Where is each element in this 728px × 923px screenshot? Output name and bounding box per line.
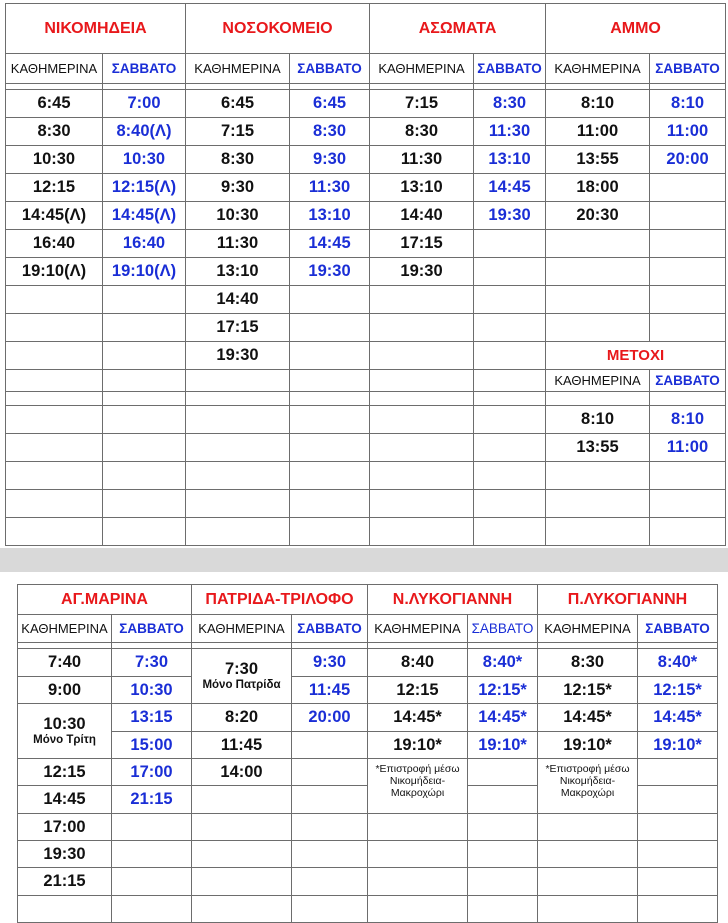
time-cell: 11:45 (192, 732, 292, 759)
time-cell: 9:30 (290, 146, 370, 174)
time-cell: 19:10(Λ) (6, 258, 103, 286)
time-cell: 14:45(Λ) (6, 202, 103, 230)
stop-title-n-lykogianni: Ν.ΛΥΚΟΓΙΑΝΝΗ (368, 585, 538, 615)
table-row (18, 868, 718, 896)
table-row (18, 759, 718, 786)
table-row (6, 434, 726, 462)
table-row (6, 118, 726, 146)
stop-title-metochi: ΜΕΤΟΧΙ (546, 342, 726, 370)
time-cell: 13:10 (290, 202, 370, 230)
time-cell: 13:55 (546, 146, 650, 174)
time-cell: 7:15 (370, 90, 474, 118)
time-cell: 11:00 (650, 434, 726, 462)
time-cell: 14:45* (538, 704, 638, 732)
time-cell: 20:30 (546, 202, 650, 230)
time-cell: 10:30 (186, 202, 290, 230)
bottom-timetable (17, 584, 718, 923)
time-cell: 13:15 (112, 704, 192, 732)
time-cell: 10:30 (6, 146, 103, 174)
return-route-note: *Επιστροφή μέσω Νικομήδεια-Μακροχώρι (368, 759, 468, 814)
time-cell: 12:15* (638, 677, 718, 704)
time-cell: 8:10 (546, 90, 650, 118)
time-cell: 9:30 (186, 174, 290, 202)
table-row (18, 649, 718, 677)
saturday-header: ΣΑΒΒΑΤΟ (650, 54, 726, 84)
time-cell: 14:40 (186, 286, 290, 314)
time-cell: 11:30 (186, 230, 290, 258)
time-cell: 14:40 (370, 202, 474, 230)
time-cell: 19:10(Λ) (103, 258, 186, 286)
table-row (18, 841, 718, 868)
time-cell: 19:10* (468, 732, 538, 759)
table-row (6, 146, 726, 174)
table-row (6, 202, 726, 230)
time-cell: 20:00 (650, 146, 726, 174)
table-row (6, 90, 726, 118)
time-cell: 17:15 (370, 230, 474, 258)
time-cell: 8:40 (368, 649, 468, 677)
top-timetable (5, 3, 726, 546)
time-cell: 7:00 (103, 90, 186, 118)
time-cell: 7:30 (112, 649, 192, 677)
stop-title-patrida-trilofo: ΠΑΤΡΙΔΑ-ΤΡΙΛΟΦΟ (192, 585, 368, 615)
table-row (6, 258, 726, 286)
time-cell: 19:30 (474, 202, 546, 230)
saturday-header: ΣΑΒΒΑΤΟ (650, 370, 726, 392)
time-cell: 15:00 (112, 732, 192, 759)
time-cell: 17:00 (112, 759, 192, 786)
stop-title-ammo: ΑΜΜΟ (546, 4, 726, 54)
table-row (18, 814, 718, 841)
time-cell: 8:30 (538, 649, 638, 677)
time-cell: 11:30 (370, 146, 474, 174)
weekday-header: ΚΑΘΗΜΕΡΙΝΑ (18, 615, 112, 643)
table-row (6, 174, 726, 202)
time-cell: 8:10 (650, 90, 726, 118)
time-value: 10:30 (43, 715, 86, 733)
time-cell: 11:30 (474, 118, 546, 146)
time-cell-with-note (18, 704, 112, 759)
stop-title-ag-marina: ΑΓ.ΜΑΡΙΝΑ (18, 585, 192, 615)
bottom-schedule (17, 584, 718, 923)
time-cell: 11:00 (546, 118, 650, 146)
weekday-header: ΚΑΘΗΜΕΡΙΝΑ (370, 54, 474, 84)
time-cell: 8:40(Λ) (103, 118, 186, 146)
stop-title-nikomideia: ΝΙΚΟΜΗΔΕΙΑ (6, 4, 186, 54)
weekday-header: ΚΑΘΗΜΕΡΙΝΑ (368, 615, 468, 643)
time-cell: 11:45 (292, 677, 368, 704)
time-cell: 8:30 (186, 146, 290, 174)
time-cell: 14:45 (474, 174, 546, 202)
time-cell: 17:00 (18, 814, 112, 841)
time-cell: 19:30 (370, 258, 474, 286)
time-cell-with-note (192, 649, 292, 704)
time-cell: 19:10* (538, 732, 638, 759)
saturday-header: ΣΑΒΒΑΤΟ (292, 615, 368, 643)
time-cell: 14:45(Λ) (103, 202, 186, 230)
time-cell: 18:00 (546, 174, 650, 202)
time-cell: 19:30 (186, 342, 290, 370)
table-row (6, 406, 726, 434)
weekday-header: ΚΑΘΗΜΕΡΙΝΑ (538, 615, 638, 643)
weekday-header: ΚΑΘΗΜΕΡΙΝΑ (192, 615, 292, 643)
time-value: 7:30 (224, 660, 259, 678)
table-row (6, 342, 726, 370)
time-cell: 13:10 (370, 174, 474, 202)
time-cell: 10:30 (112, 677, 192, 704)
time-cell: 12:15(Λ) (103, 174, 186, 202)
time-cell: 20:00 (292, 704, 368, 732)
time-cell: 12:15* (468, 677, 538, 704)
time-cell: 6:45 (6, 90, 103, 118)
time-cell: 14:45 (290, 230, 370, 258)
time-cell: 14:45* (468, 704, 538, 732)
time-cell: 12:15 (18, 759, 112, 786)
time-cell: 9:30 (292, 649, 368, 677)
saturday-header: ΣΑΒΒΑΤΟ (474, 54, 546, 84)
time-cell: 6:45 (186, 90, 290, 118)
time-cell: 11:30 (290, 174, 370, 202)
time-cell: 8:30 (370, 118, 474, 146)
time-cell: 11:00 (650, 118, 726, 146)
time-cell: 10:30 (103, 146, 186, 174)
time-cell: 8:10 (650, 406, 726, 434)
time-cell: 13:10 (186, 258, 290, 286)
stop-title-nosokomeio: ΝΟΣΟΚΟΜΕΙΟ (186, 4, 370, 54)
time-cell: 21:15 (18, 868, 112, 896)
time-cell: 8:20 (192, 704, 292, 732)
time-cell: 8:30 (474, 90, 546, 118)
time-cell: 21:15 (112, 786, 192, 814)
time-cell: 17:15 (186, 314, 290, 342)
time-cell: 6:45 (290, 90, 370, 118)
weekday-header: ΚΑΘΗΜΕΡΙΝΑ (6, 54, 103, 84)
time-cell: 8:40* (638, 649, 718, 677)
return-route-note: *Επιστροφή μέσω Νικομήδεια-Μακροχώρι (538, 759, 638, 814)
time-cell: 8:30 (6, 118, 103, 146)
saturday-header: ΣΑΒΒΑΤΟ (290, 54, 370, 84)
time-cell: 13:10 (474, 146, 546, 174)
time-cell: 7:40 (18, 649, 112, 677)
stop-title-p-lykogianni: Π.ΛΥΚΟΓΙΑΝΝΗ (538, 585, 718, 615)
time-cell: 12:15 (368, 677, 468, 704)
saturday-header: ΣΑΒΒΑΤΟ (638, 615, 718, 643)
weekday-header: ΚΑΘΗΜΕΡΙΝΑ (546, 370, 650, 392)
route-note: Μόνο Πατρίδα (202, 679, 281, 691)
time-cell: 14:45* (638, 704, 718, 732)
time-cell: 12:15* (538, 677, 638, 704)
table-row (6, 230, 726, 258)
time-cell: 12:15 (6, 174, 103, 202)
route-note: Μόνο Τρίτη (33, 734, 96, 746)
time-cell: 13:55 (546, 434, 650, 462)
saturday-header: ΣΑΒΒΑΤΟ (103, 54, 186, 84)
weekday-header: ΚΑΘΗΜΕΡΙΝΑ (186, 54, 290, 84)
time-cell: 14:00 (192, 759, 292, 786)
table-row (18, 704, 718, 732)
time-cell: 8:30 (290, 118, 370, 146)
time-cell: 9:00 (18, 677, 112, 704)
time-cell: 8:40* (468, 649, 538, 677)
time-cell: 7:15 (186, 118, 290, 146)
top-schedule (5, 3, 726, 546)
table-row (6, 314, 726, 342)
stop-title-asomata: ΑΣΩΜΑΤΑ (370, 4, 546, 54)
weekday-header: ΚΑΘΗΜΕΡΙΝΑ (546, 54, 650, 84)
time-cell: 19:30 (290, 258, 370, 286)
time-cell: 16:40 (103, 230, 186, 258)
page-gap (0, 548, 728, 572)
table-row (18, 677, 718, 704)
table-row (6, 286, 726, 314)
table-row (18, 732, 718, 759)
time-cell: 14:45* (368, 704, 468, 732)
time-cell: 19:10* (638, 732, 718, 759)
time-cell: 8:10 (546, 406, 650, 434)
saturday-header: ΣΑΒΒΑΤΟ (112, 615, 192, 643)
time-cell: 19:10* (368, 732, 468, 759)
time-cell: 16:40 (6, 230, 103, 258)
saturday-header: ΣΑΒΒΑΤΟ (468, 615, 538, 643)
time-cell: 14:45 (18, 786, 112, 814)
time-cell: 19:30 (18, 841, 112, 868)
